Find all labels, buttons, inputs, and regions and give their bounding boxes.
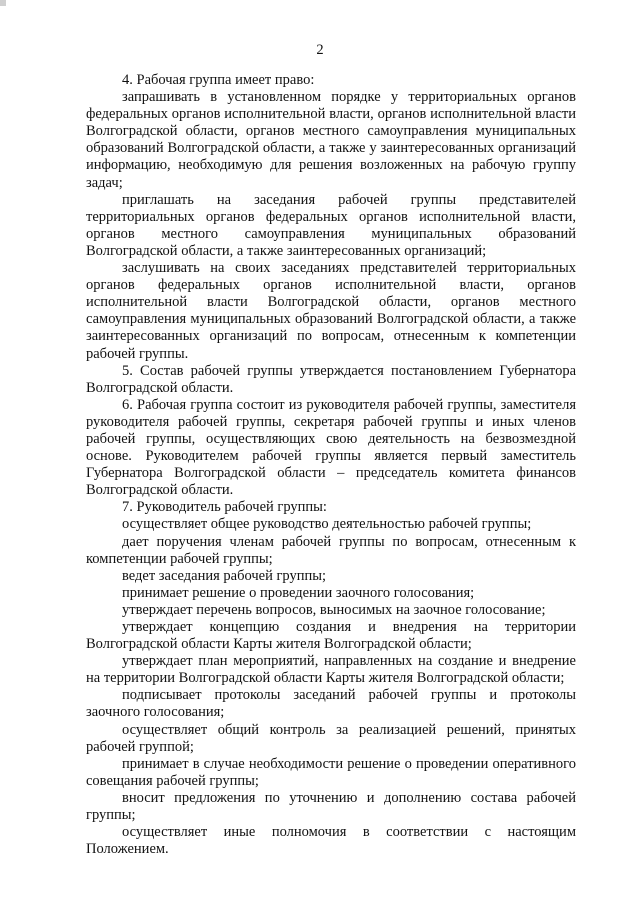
paragraph-signs-protocols: подписывает протоколы заседаний рабочей группы и протоколы заочного голосования; (86, 687, 576, 721)
paragraph-approves-plan: утверждает план мероприятий, направленных на создание и внедрение на территории Волгоградской области Карты жителя Волгоградской области; (86, 653, 576, 687)
paragraph-leader-heading: 7. Руководитель рабочей группы: (122, 499, 327, 516)
page-number: 2 (316, 42, 324, 58)
paragraph-hear-representatives: заслушивать на своих заседаниях представителей территориальных органов федеральных органов исполнительной власти, органов исполнительной власти Волгоградской области, органов местного самоуправления муниципальных образований Волгоградской области, а также заинтересованных организаций по вопросам, отнесенным к компетенции рабочей группы. (86, 260, 576, 362)
paragraph-general-control: осуществляет общий контроль за реализацией решений, принятых рабочей группой; (86, 721, 576, 755)
paragraph-invite-representatives: приглашать на заседания рабочей группы представителей территориальных органов федеральных органов исполнительной власти, органов местного самоуправления муниципальных образований Волгоградской области, а также заинтересованных организаций; (86, 191, 576, 259)
paragraph-approves-vote-questions: утверждает перечень вопросов, выносимых на заочное голосование; (122, 601, 546, 618)
paragraph-general-management: осуществляет общее руководство деятельностью рабочей группы; (122, 516, 532, 533)
paragraph-gives-instructions: дает поручения членам рабочей группы по вопросам, отнесенным к компетенции рабочей группы; (86, 533, 576, 567)
document-body (86, 72, 576, 858)
paragraph-operational-meeting: принимает в случае необходимости решение о проведении оперативного совещания рабочей группы; (86, 755, 576, 789)
paragraph-conducts-meetings: ведет заседания рабочей группы; (122, 567, 327, 584)
paragraph-composition: 5. Состав рабочей группы утверждается постановлением Губернатора Волгоградской области. (86, 362, 576, 396)
scan-corner-mark (0, 0, 6, 6)
paragraph-composition-proposals: вносит предложения по уточнению и дополнению состава рабочей группы; (86, 789, 576, 824)
paragraph-request-info: запрашивать в установленном порядке у территориальных органов федеральных органов исполнительной власти, органов исполнительной власти Волгоградской области, органов местного самоуправления муниципальных образований Волгоградской области, а также у заинтересованных организаций информацию, необходимую для решения возложенных на рабочую группу задач; (86, 89, 576, 191)
paragraph-rights-heading: 4. Рабочая группа имеет право: (122, 72, 315, 88)
paragraph-approves-concept: утверждает концепцию создания и внедрения на территории Волгоградской области Карты жителя Волгоградской области; (86, 619, 576, 653)
paragraph-absentee-vote-decision: принимает решение о проведении заочного голосования; (122, 584, 475, 601)
paragraph-other-powers: осуществляет иные полномочия в соответствии с настоящим Положением. (86, 824, 576, 858)
paragraph-group-members: 6. Рабочая группа состоит из руководителя рабочей группы, заместителя руководителя рабочей группы, секретаря рабочей группы и иных членов рабочей группы, осуществляющих свою деятельность на безвозмездной основе. Руководителем рабочей группы является первый заместитель Губернатора Волгоградской области – председатель комитета финансов Волгоградской области. (86, 396, 576, 499)
